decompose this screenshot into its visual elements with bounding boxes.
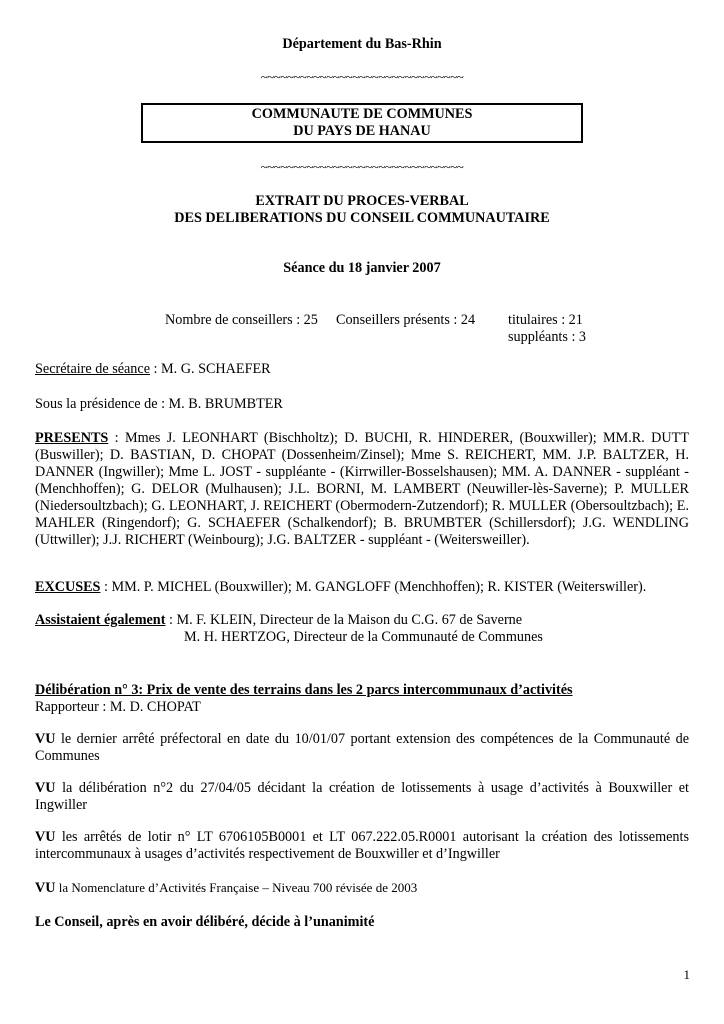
- secretary-line: [35, 361, 689, 378]
- document-title: [0, 193, 724, 227]
- vu-label: VU: [35, 829, 56, 845]
- document-title-line2: DES DELIBERATIONS DU CONSEIL COMMUNAUTAIRE: [174, 210, 550, 226]
- count-total: Nombre de conseillers : 25: [165, 312, 318, 328]
- excused-label: EXCUSES: [35, 579, 101, 595]
- vu-text: la Nomenclature d’Activités Française – Niveau 700 révisée de 2003: [55, 880, 418, 895]
- considering-item-3: [35, 829, 689, 863]
- deliberation-title: Délibération n° 3: Prix de vente des terrains dans les 2 parcs intercommunaux d’activités: [35, 682, 573, 698]
- tilde-separator-top: ~~~~~~~~~~~~~~~~~~~~~~~~~~~~~~~: [260, 69, 464, 84]
- also-attending-label: Assistaient également: [35, 612, 166, 628]
- organization-name-line1: COMMUNAUTE DE COMMUNES: [251, 106, 473, 122]
- count-suppleants: suppléants : 3: [508, 329, 587, 345]
- also-attending-line1: [35, 612, 689, 629]
- tilde-separator-bottom: ~~~~~~~~~~~~~~~~~~~~~~~~~~~~~~~: [260, 159, 464, 174]
- vu-label: VU: [35, 880, 56, 896]
- also-attending-text1: : M. F. KLEIN, Directeur de la Maison du C.G. 67 de Saverne: [165, 612, 523, 628]
- presidency-line: Sous la présidence de : M. B. BRUMBTER: [35, 396, 283, 412]
- excused-paragraph: [35, 579, 689, 596]
- page-number: 1: [683, 967, 690, 982]
- count-titulaires: titulaires : 21: [508, 312, 583, 328]
- organization-name-line2: DU PAYS DE HANAU: [293, 123, 431, 139]
- session-date: Séance du 18 janvier 2007: [283, 260, 441, 276]
- excused-text: : MM. P. MICHEL (Bouxwiller); M. GANGLOFF (Menchhoffen); R. KISTER (Weiterswiller).: [100, 579, 647, 595]
- vu-text: la délibération n°2 du 27/04/05 décidant la création de lotissements à usage d’activités à Bouxwiller et Ingwiller: [35, 780, 689, 813]
- count-present: Conseillers présents : 24: [336, 312, 476, 328]
- department-heading: Département du Bas-Rhin: [282, 36, 442, 52]
- also-attending-line2: M. H. HERTZOG, Directeur de la Communauté de Communes: [184, 629, 543, 645]
- organization-box: [141, 103, 583, 143]
- attendees-text: : Mmes J. LEONHART (Bischholtz); D. BUCHI, R. HINDERER, (Bouxwiller); MM.R. DUTT (Buswiller); D. BASTIAN, D. CHOPAT (Dossenheim/Zinsel); Mme S. REICHERT, MM. J.P. BALTZER, H. DANNER (Ingwiller); Mme L. JOST - suppléante - (Kirrwiller-Bosselshausen); MM. A. DANNER - suppléant - (Menchhoffen); G. DELOR (Mulhausen); J.L. BORNI, M. LAMBERT (Neuwiller-lès-Saverne); P. MULLER (Niedersoultzbach); G. LEONHART, J. REICHERT (Obermodern-Zutzendorf); R. MULLER (Obersoultzbach); E. MAHLER (Ringendorf); G. SCHAEFER (Schalkendorf); B. BRUMBTER (Schillersdorf); J.G. WENDLING (Uttwiller); J.J. RICHERT (Weinbourg); J.G. BALTZER - suppléant - (Weitersweiller).: [35, 430, 689, 548]
- rapporteur-line: Rapporteur : M. D. CHOPAT: [35, 699, 201, 715]
- vu-text: le dernier arrêté préfectoral en date du 10/01/07 portant extension des compétences de la Communauté de Communes: [35, 731, 689, 764]
- considering-item-2: [35, 780, 689, 814]
- attendees-label: PRESENTS: [35, 430, 109, 446]
- council-decision: Le Conseil, après en avoir délibéré, décide à l’unanimité: [35, 914, 375, 930]
- vu-label: VU: [35, 731, 56, 747]
- also-attending-paragraph: [35, 612, 689, 646]
- vu-text: les arrêtés de lotir n° LT 6706105B0001 et LT 067.222.05.R0001 autorisant la création des lotissements intercommunaux à usages d’activités respectivement de Bouxwiller et d’Ingwiller: [35, 829, 689, 862]
- secretary-value: : M. G. SCHAEFER: [150, 361, 271, 377]
- deliberation-section: [35, 682, 689, 716]
- document-title-line1: EXTRAIT DU PROCES-VERBAL: [255, 193, 469, 209]
- attendees-paragraph: [35, 430, 689, 549]
- vu-label: VU: [35, 780, 56, 796]
- considering-item-4: [35, 879, 689, 897]
- secretary-label: Secrétaire de séance: [35, 361, 150, 377]
- considering-item-1: [35, 731, 689, 765]
